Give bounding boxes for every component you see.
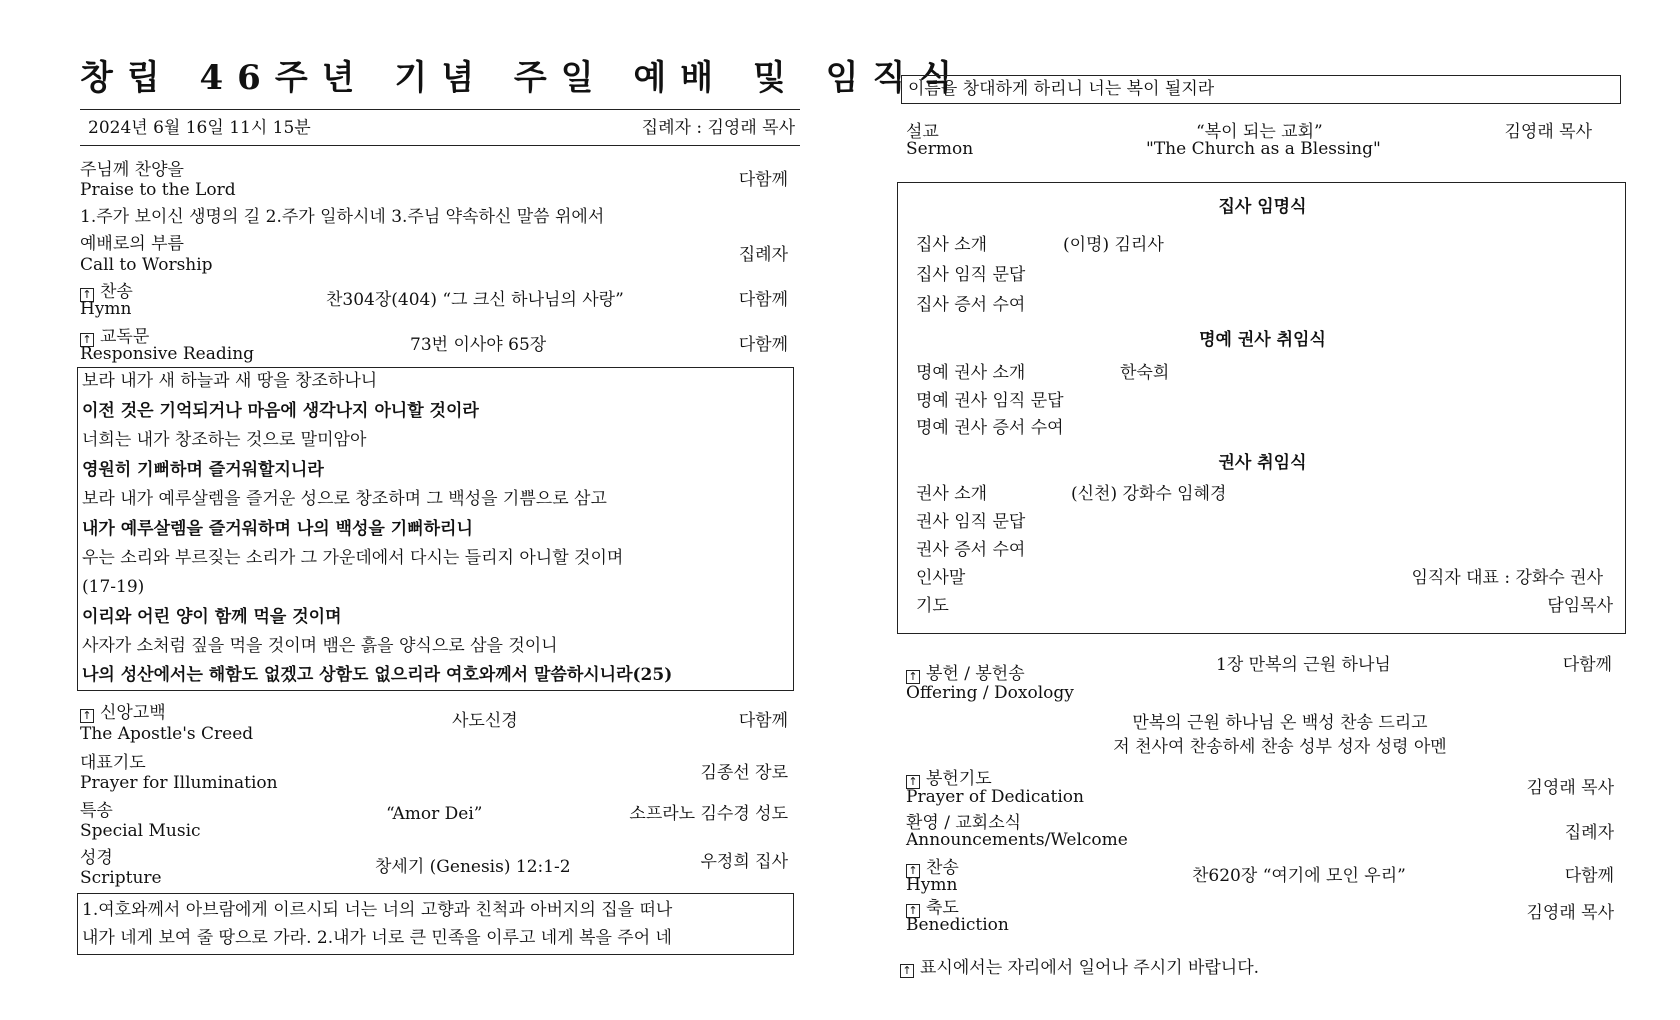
honorary-names: 한숙희 xyxy=(1120,363,1170,383)
reading-line: 너희는 내가 창조하는 것으로 말미암아 xyxy=(82,430,367,450)
doxology-line: 만복의 근원 하나님 온 백성 찬송 드리고 xyxy=(1132,713,1428,733)
praise-ko: 주님께 찬양을 xyxy=(80,160,184,180)
kwonsa-item: 권사 임직 문답 xyxy=(916,512,1026,532)
footnote-row xyxy=(900,958,1259,978)
prayer-ko: 대표기도 xyxy=(80,753,146,773)
reading-line: 나의 성산에서는 해함도 없겠고 상함도 없으리라 여호와께서 말씀하시니라(25) xyxy=(82,665,673,685)
deacon-item: 집사 증서 수여 xyxy=(916,295,1026,315)
scripture-ko: 성경 xyxy=(80,848,113,868)
ordination-box xyxy=(897,182,1626,634)
footnote-text: 표시에서는 자리에서 일어나 주시기 바랍니다. xyxy=(920,958,1260,978)
kwonsa-names: (신천) 강화수 임혜경 xyxy=(1071,484,1227,504)
dedication-who: 김영래 목사 xyxy=(1526,778,1614,798)
reading-line: 영원히 기뻐하며 즐거워할지니라 xyxy=(82,460,324,480)
reading-line: 우는 소리와 부르짖는 소리가 그 가운데에서 다시는 들리지 아니할 것이며 xyxy=(82,548,624,568)
scripture-content: 창세기 (Genesis) 12:1-2 xyxy=(375,857,571,877)
prayer-who: 김종선 장로 xyxy=(700,763,788,783)
praise-songs: 1.주가 보이신 생명의 길 2.주가 일하시네 3.주님 약속하신 말씀 위에서 xyxy=(80,207,605,227)
honorary-item: 명예 권사 임직 문답 xyxy=(916,391,1064,411)
scripture-box xyxy=(77,893,794,955)
scripture-line: 내가 네게 보여 줄 땅으로 가라. 2.내가 너로 큰 민족을 이루고 네게 복을 주어 네 xyxy=(82,928,672,948)
reading-who: 다함께 xyxy=(738,335,788,355)
offering-content: 1장 만복의 근원 하나님 xyxy=(1216,655,1391,675)
special-en: Special Music xyxy=(80,821,201,841)
deacon-item: 집사 소개 xyxy=(916,235,988,255)
doxology-line: 저 천사여 찬송하세 찬송 성부 성자 성령 아멘 xyxy=(1113,737,1447,757)
creed-content: 사도신경 xyxy=(452,711,518,731)
hymn-ko: 찬송 xyxy=(100,282,133,302)
scripture-who: 우정희 집사 xyxy=(700,852,788,872)
presider-label: 집례자 : 김영래 목사 xyxy=(641,118,795,138)
dedication-en: Prayer of Dedication xyxy=(906,787,1084,807)
honorary-item: 명예 권사 소개 xyxy=(916,363,1026,383)
creed-who: 다함께 xyxy=(738,711,788,731)
call-ko: 예배로의 부름 xyxy=(80,234,184,254)
offering-who: 다함께 xyxy=(1562,655,1612,675)
reading-ko: 교독문 xyxy=(100,327,150,347)
prayer-label: 기도 xyxy=(916,596,949,616)
scripture-continuation-box xyxy=(901,75,1621,104)
sermon-title-en: "The Church as a Blessing" xyxy=(1146,139,1381,159)
offering-ko: 봉헌 / 봉헌송 xyxy=(926,664,1025,684)
up-arrow-box-icon: ↑ xyxy=(906,775,920,789)
scripture-line: 1.여호와께서 아브람에게 이르시되 너는 너의 고향과 친척과 아버지의 집을 떠나 xyxy=(82,900,673,920)
praise-en: Praise to the Lord xyxy=(80,180,236,200)
up-arrow-box-icon: ↑ xyxy=(900,964,914,978)
responsive-reading-box xyxy=(77,367,794,691)
praise-who: 다함께 xyxy=(738,170,788,190)
sermon-who: 김영래 목사 xyxy=(1504,122,1592,142)
reading-line: 보라 내가 예루살렘을 즐거운 성으로 창조하며 그 백성을 기쁨으로 삼고 xyxy=(82,489,607,509)
dedication-ko-row xyxy=(906,769,992,789)
hymn2-en: Hymn xyxy=(906,875,958,895)
reading-content: 73번 이사야 65장 xyxy=(410,335,547,355)
call-en: Call to Worship xyxy=(80,255,213,275)
dedication-ko: 봉헌기도 xyxy=(926,769,992,789)
reading-line: 보라 내가 새 하늘과 새 땅을 창조하나니 xyxy=(82,371,378,391)
creed-ko: 신앙고백 xyxy=(100,703,166,723)
benediction-ko: 축도 xyxy=(926,898,959,918)
prayer-who: 담임목사 xyxy=(1547,596,1613,616)
divider xyxy=(80,109,800,110)
scripture-continuation: 이름을 창대하게 하리니 너는 복이 될지라 xyxy=(908,79,1215,99)
prayer-en: Prayer for Illumination xyxy=(80,773,278,793)
reading-line: 이전 것은 기억되거나 마음에 생각나지 아니할 것이라 xyxy=(82,401,479,421)
reading-line: (17-19) xyxy=(82,577,145,597)
kwonsa-section-title: 권사 취임식 xyxy=(1218,453,1307,473)
greeting-label: 인사말 xyxy=(916,568,966,588)
announce-ko: 환영 / 교회소식 xyxy=(906,813,1022,833)
up-arrow-box-icon: ↑ xyxy=(80,709,94,723)
sermon-title-ko: “복이 되는 교회” xyxy=(1196,122,1323,142)
hymn-en: Hymn xyxy=(80,299,132,319)
sermon-en: Sermon xyxy=(906,139,974,159)
announce-who: 집례자 xyxy=(1564,823,1614,843)
call-who: 집례자 xyxy=(738,245,788,265)
up-arrow-box-icon: ↑ xyxy=(80,288,94,302)
hymn2-who: 다함께 xyxy=(1564,866,1614,886)
creed-ko-row xyxy=(80,703,166,723)
up-arrow-box-icon: ↑ xyxy=(906,864,920,878)
creed-en: The Apostle's Creed xyxy=(80,724,254,744)
up-arrow-box-icon: ↑ xyxy=(906,670,920,684)
hymn-who: 다함께 xyxy=(738,290,788,310)
divider xyxy=(80,145,800,146)
reading-line: 이리와 어린 양이 함께 먹을 것이며 xyxy=(82,607,342,627)
reading-line: 내가 예루살렘을 즐거워하며 나의 백성을 기뻐하리니 xyxy=(82,519,473,539)
deacon-names: (이명) 김리사 xyxy=(1063,235,1164,255)
kwonsa-item: 권사 소개 xyxy=(916,484,988,504)
page-title: 창립 46주년 기념 주일 예배 및 임직식 xyxy=(80,58,967,98)
kwonsa-item: 권사 증서 수여 xyxy=(916,540,1026,560)
special-ko: 특송 xyxy=(80,801,113,821)
hymn2-ko: 찬송 xyxy=(926,858,959,878)
service-date: 2024년 6월 16일 11시 15분 xyxy=(88,118,311,138)
offering-ko-row xyxy=(906,664,1025,684)
benediction-en: Benediction xyxy=(906,915,1009,935)
scripture-en: Scripture xyxy=(80,868,162,888)
honorary-section-title: 명예 권사 취임식 xyxy=(1199,330,1326,350)
offering-en: Offering / Doxology xyxy=(906,683,1074,703)
benediction-who: 김영래 목사 xyxy=(1526,903,1614,923)
up-arrow-box-icon: ↑ xyxy=(906,904,920,918)
hymn-content: 찬304장(404) “그 크신 하나님의 사랑” xyxy=(326,290,624,310)
reading-en: Responsive Reading xyxy=(80,344,255,364)
deacon-section-title: 집사 임명식 xyxy=(1218,197,1307,217)
sermon-ko: 설교 xyxy=(906,122,939,142)
greeting-who: 임직자 대표 : 강화수 권사 xyxy=(1411,568,1603,588)
special-who: 소프라노 김수경 성도 xyxy=(629,804,788,824)
honorary-item: 명예 권사 증서 수여 xyxy=(916,418,1064,438)
special-content: “Amor Dei” xyxy=(386,804,483,824)
hymn2-content: 찬620장 “여기에 모인 우리” xyxy=(1192,866,1406,886)
reading-line: 사자가 소처럼 짚을 먹을 것이며 뱀은 흙을 양식으로 삼을 것이니 xyxy=(82,636,558,656)
announce-en: Announcements/Welcome xyxy=(906,830,1128,850)
deacon-item: 집사 임직 문답 xyxy=(916,265,1026,285)
up-arrow-box-icon: ↑ xyxy=(80,333,94,347)
